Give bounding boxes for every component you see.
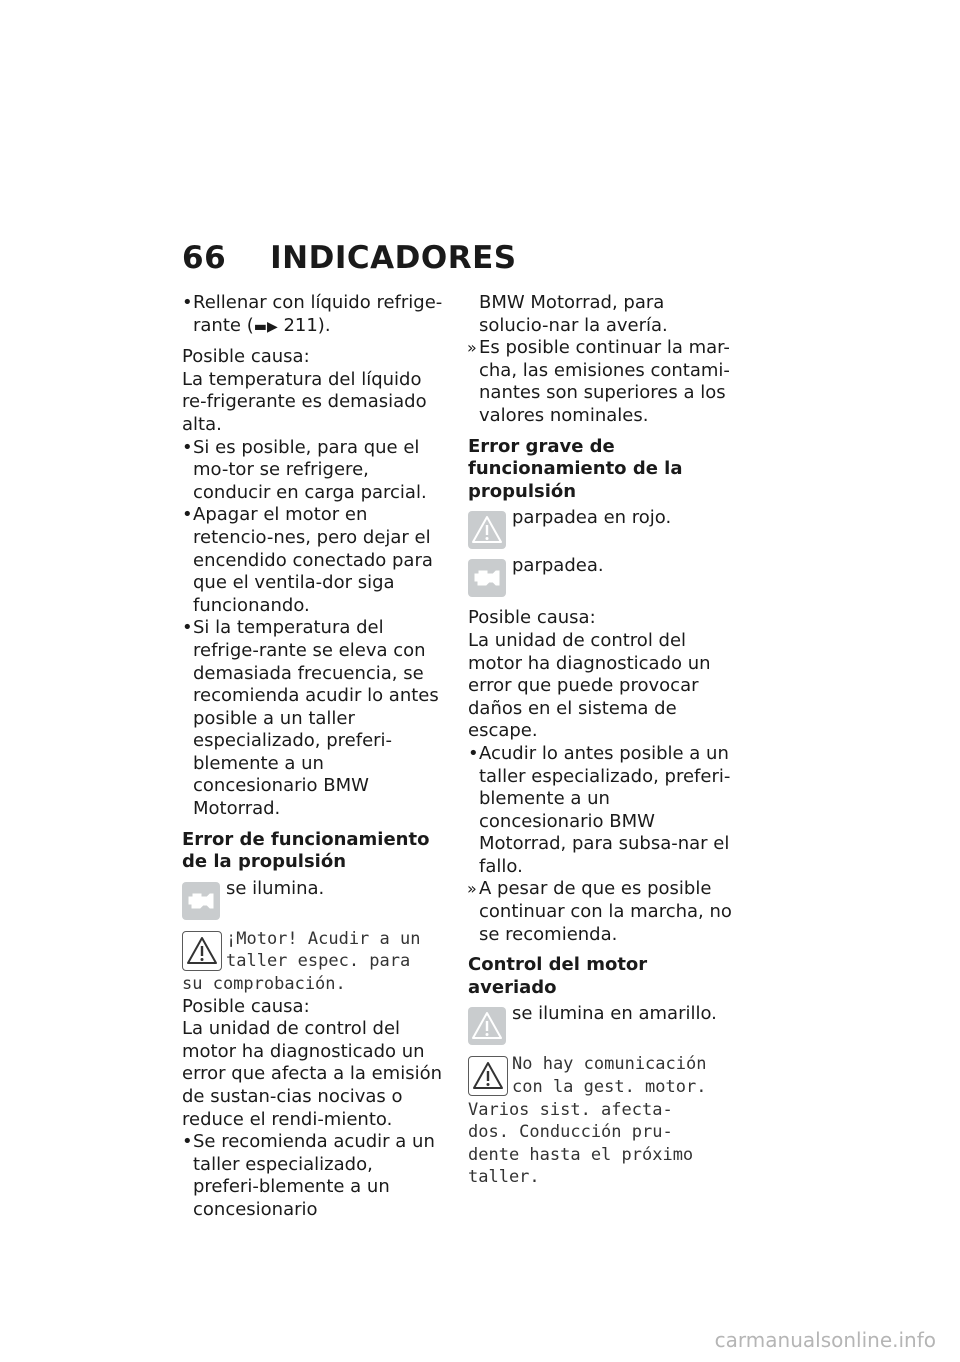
message-line: No hay comunicación xyxy=(512,1054,707,1075)
cause-label: Posible causa: xyxy=(182,346,310,368)
bullet-item: • Si es posible, para que el mo-tor se refrigere, conducir en carga parcial. xyxy=(182,437,444,505)
result-item: » Es posible continuar la mar-cha, las emisiones contami-nantes son superiores a los valores nominales. xyxy=(468,337,738,427)
message-line: ¡Motor! Acudir a un xyxy=(226,928,421,949)
watermark-link[interactable]: carmanualsonline.info xyxy=(714,1328,936,1352)
section-heading: Error de funcionamiento de la propulsión xyxy=(182,828,430,873)
indicator-text: parpadea en rojo. xyxy=(512,507,672,529)
continued-text: BMW Motorrad, para solucio-nar la avería. xyxy=(479,292,668,336)
cause-text: La temperatura del líquido re-frigerante es demasiado alta. xyxy=(182,368,427,435)
message-line: taller. xyxy=(468,1167,540,1188)
section-heading: Error grave de funcionamiento de la propulsión xyxy=(468,435,683,502)
reference-arrow-icon: ▬▶ xyxy=(253,318,278,335)
bullet-item: • Apagar el motor en retencio-nes, pero dejar el encendido conectado para que el ventila-dor siga funcionando. xyxy=(182,504,444,617)
message-line: dos. Conducción pru- xyxy=(468,1122,673,1143)
indicator-row xyxy=(468,1003,738,1047)
page-title: INDICADORES xyxy=(270,240,517,276)
message-line: dente hasta el próximo xyxy=(468,1144,694,1165)
check-engine-icon xyxy=(468,559,506,597)
bullet-item: • Si la temperatura del refrige-rante se eleva con demasiada frecuencia, se recomienda acudir lo antes posible a un taller especializado, preferi-blemente a un concesionario BMW Motorrad. xyxy=(182,617,444,820)
warning-triangle-icon xyxy=(468,1056,508,1096)
indicator-row xyxy=(468,507,738,551)
message-line: con la gest. motor. xyxy=(512,1077,707,1098)
cause-label: Posible causa: xyxy=(182,995,310,1017)
cause-text: La unidad de control del motor ha diagnosticado un error que afecta a la emisión de sustan-cias nocivas o reduce el rendi-miento. xyxy=(182,1018,442,1130)
message-line: Varios sist. afecta- xyxy=(468,1099,673,1120)
cause-label: Posible causa: xyxy=(468,607,596,629)
display-message xyxy=(468,1053,738,1189)
right-column xyxy=(468,292,738,1189)
page-header xyxy=(182,240,517,276)
indicator-text: parpadea. xyxy=(512,555,604,577)
cause-text: La unidad de control del motor ha diagnosticado un error que puede provocar daños en el sistema de escape. xyxy=(468,629,711,742)
warning-triangle-icon xyxy=(468,1007,506,1045)
warning-triangle-icon xyxy=(468,511,506,549)
bullet-item: • Acudir lo antes posible a un taller especializado, preferi-blemente a un concesionario BMW Motorrad, para subsa-nar el fallo. xyxy=(468,743,738,879)
indicator-text: se ilumina en amarillo. xyxy=(512,1003,717,1025)
left-column xyxy=(182,292,444,1222)
bullet-item: • Se recomienda acudir a un taller especializado, preferi-blemente a un concesionario xyxy=(182,1131,444,1221)
display-message xyxy=(182,928,444,996)
page-number: 66 xyxy=(182,240,227,276)
bullet-refill: • Rellenar con líquido refrige-rante (▬▶ 211). xyxy=(182,292,444,338)
message-line: su comprobación. xyxy=(182,974,346,995)
section-heading: Control del motor averiado xyxy=(468,954,648,998)
warning-triangle-icon xyxy=(182,931,222,971)
indicator-row xyxy=(182,878,444,922)
check-engine-icon xyxy=(182,882,220,920)
message-line: taller espec. para xyxy=(226,951,411,972)
indicator-text: se ilumina. xyxy=(226,877,325,899)
indicator-row xyxy=(468,555,738,599)
result-item: » A pesar de que es posible continuar con la marcha, no se recomienda. xyxy=(468,878,738,946)
